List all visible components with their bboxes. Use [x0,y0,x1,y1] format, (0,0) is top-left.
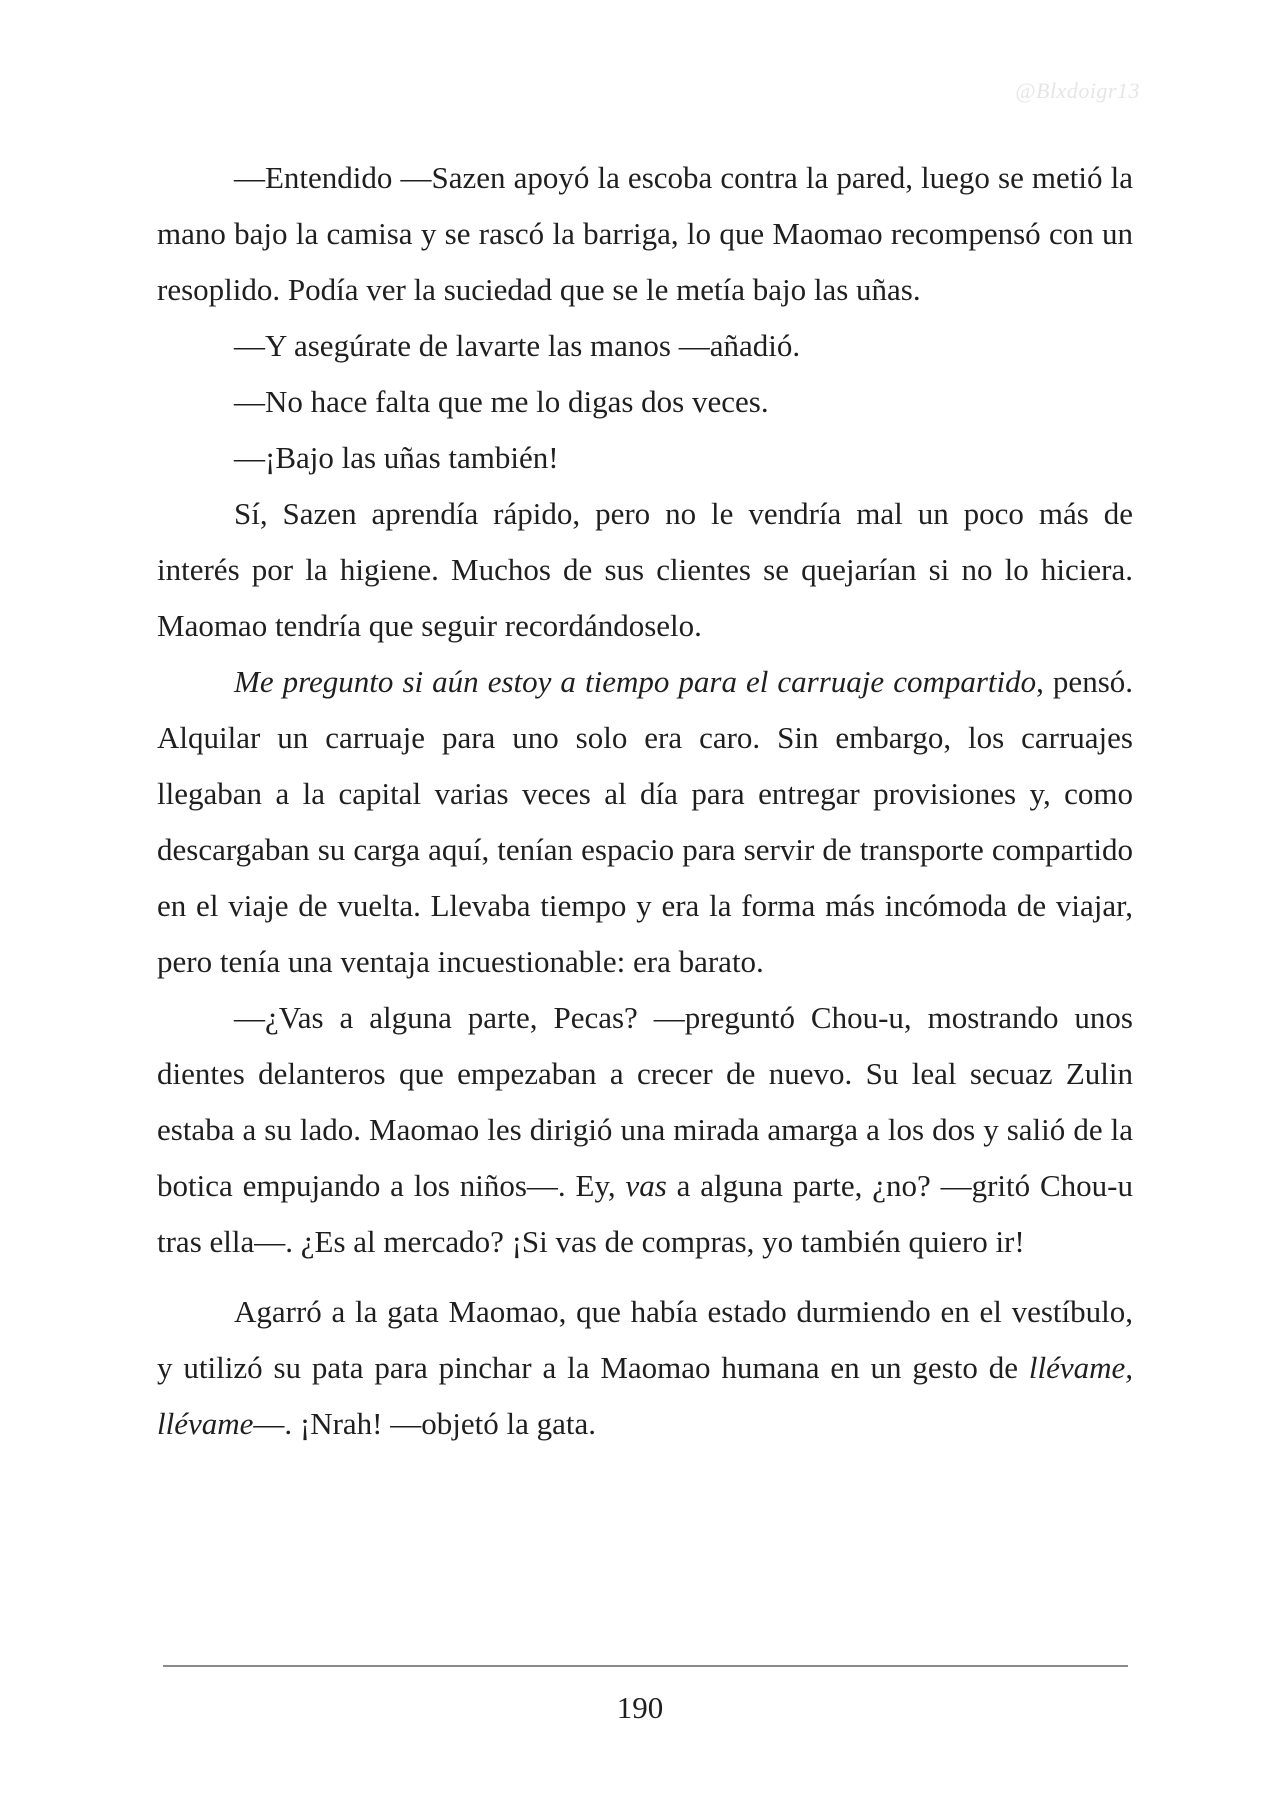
paragraph-text: —¿Vas a alguna parte, Pecas? —preguntó Chou-u, mostrando unos dientes delanteros que empezaban a crecer de nuevo. Su leal secuaz Zulin estaba a su lado. Maomao les dirigió una mirada amarga a los dos y salió de la botica empujando a los niños—. Ey, [157,1000,1133,1203]
footer-divider [163,1665,1128,1667]
paragraph: —No hace falta que me lo digas dos veces. [234,384,769,419]
paragraph [157,1284,1133,1452]
paragraph: Sí, Sazen aprendía rápido, pero no le vendría mal un poco más de interés por la higiene. Muchos de sus clientes se quejarían si no lo hiciera. Maomao tendría que seguir recordándoselo. [157,496,1133,643]
italic-emphasis: vas [625,1168,667,1203]
paragraph-text: Agarró a la gata Maomao, que había estado durmiendo en el vestíbulo, y utilizó su pata para pinchar a la Maomao humana en un gesto de [157,1294,1133,1385]
watermark: @Blxdoigr13 [1015,78,1140,103]
body-text [157,150,1133,1452]
italic-thought: Me pregunto si aún estoy a tiempo para el carruaje compartido [234,664,1037,699]
paragraph-text: a alguna parte, ¿no? —gritó Chou-u tras ella—. ¿Es al mercado? ¡Si vas de compras, yo también quiero ir! [157,1168,1133,1259]
paragraph [157,990,1133,1270]
page-number: 190 [616,1690,664,1725]
paragraph: —¡Bajo las uñas también! [234,440,559,475]
paragraph-text: —. ¡Nrah! —objetó la gata. [253,1406,596,1441]
italic-emphasis: llévame, llévame [157,1350,1133,1441]
paragraph: —Entendido —Sazen apoyó la escoba contra la pared, luego se metió la mano bajo la camisa y se rascó la barriga, lo que Maomao recompensó con un resoplido. Podía ver la suciedad que se le metía bajo las uñas. [157,160,1133,307]
paragraph-text: , pensó. Alquilar un carruaje para uno solo era caro. Sin embargo, los carruajes llegaban a la capital varias veces al día para entregar provisiones y, como descargaban su carga aquí, tenían espacio para servir de transporte compartido en el viaje de vuelta. Llevaba tiempo y era la forma más incómoda de viajar, pero tenía una ventaja incuestionable: era barato. [157,664,1134,979]
paragraph: —Y asegúrate de lavarte las manos —añadió. [234,328,801,363]
paragraph [157,654,1133,990]
